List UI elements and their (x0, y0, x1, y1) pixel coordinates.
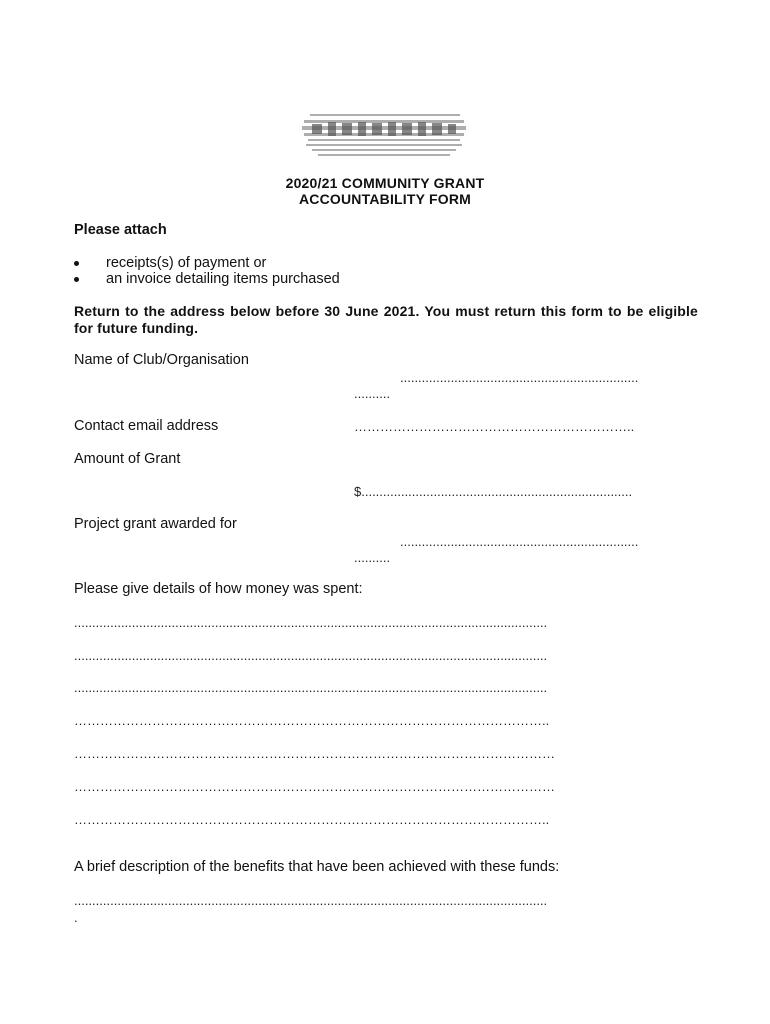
spending-prompt: Please give details of how money was spent: (74, 581, 363, 597)
council-logo (298, 110, 470, 160)
grant-amount-field[interactable]: $........................................................................... (354, 484, 633, 499)
attach-heading: Please attach (74, 222, 167, 238)
spending-line[interactable]: ……………………………………………………………………………………………….. (74, 812, 550, 827)
spending-line[interactable]: ................................................................................................................................... (74, 648, 548, 663)
attach-item: an invoice detailing items purchased (106, 271, 340, 287)
project-field-continued[interactable]: .......... (354, 550, 391, 565)
spending-line[interactable]: ………………………………………………………………………………………………… (74, 779, 555, 794)
benefits-prompt: A brief description of the benefits that have been achieved with these funds: (74, 859, 560, 875)
spending-line[interactable]: ………………………………………………………………………………………………… (74, 746, 555, 761)
return-instructions: Return to the address below before 30 June 2021. You must return this form to be eligible for future funding. (74, 303, 698, 336)
project-label: Project grant awarded for (74, 516, 237, 532)
spending-line[interactable]: ................................................................................................................................... (74, 680, 548, 695)
club-name-label: Name of Club/Organisation (74, 352, 249, 368)
email-field[interactable]: ……………………………………………………….. (354, 419, 635, 434)
benefits-line[interactable]: ................................................................................................................................... (74, 893, 548, 908)
bullet-icon (74, 261, 79, 266)
bullet-icon (74, 277, 79, 282)
spending-line[interactable]: ……………………………………………………………………………………………….. (74, 713, 550, 728)
club-name-field[interactable]: .................................................................. (400, 370, 639, 385)
project-field[interactable]: .................................................................. (400, 534, 639, 549)
club-name-field-continued[interactable]: .......... (354, 386, 391, 401)
attach-item: receipts(s) of payment or (106, 255, 267, 271)
spending-line[interactable]: ................................................................................................................................... (74, 615, 548, 630)
form-title-line2: ACCOUNTABILITY FORM (298, 191, 472, 207)
benefits-line-continued[interactable]: . (74, 910, 78, 925)
email-label: Contact email address (74, 418, 219, 434)
grant-amount-label: Amount of Grant (74, 451, 181, 467)
form-title-line1: 2020/21 COMMUNITY GRANT (285, 175, 485, 191)
